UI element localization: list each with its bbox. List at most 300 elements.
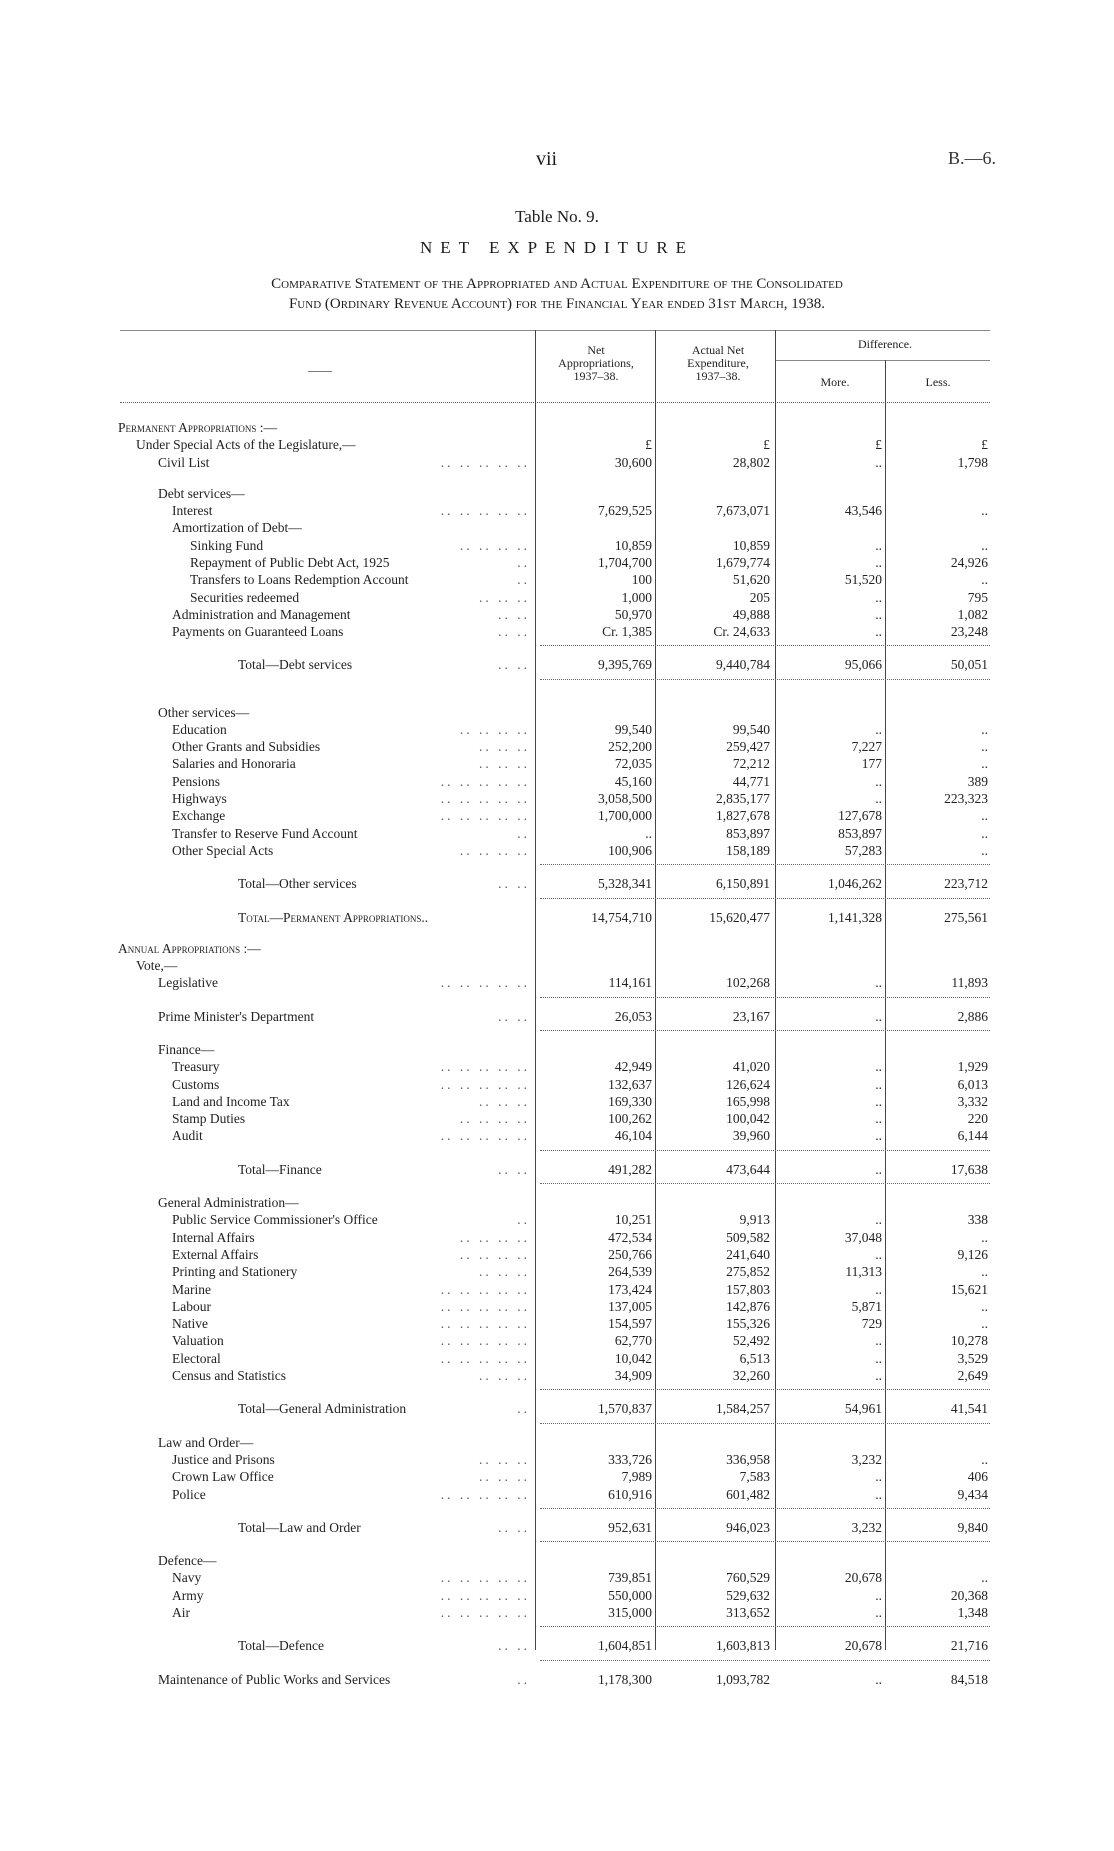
row-label: Payments on Guaranteed Loans [172,624,344,640]
row-label: Army [172,1587,204,1603]
row-leader-dots: .. .. .. .. .. [440,1333,530,1349]
row-label: Air [172,1605,190,1621]
row-leader-dots: .. .. .. .. [459,1229,530,1245]
cell-more: 3,232 [851,1519,882,1535]
cell-net: 99,540 [614,721,652,737]
cell-net: 252,200 [608,739,652,755]
header-net-line-2: Appropriations, [558,356,634,370]
cell-more: .. [875,1486,882,1502]
row-leader-dots: .. .. .. .. [459,1246,530,1262]
header-top-rule [120,330,990,331]
header-net-appropriations [536,344,656,383]
cell-actual: 509,582 [726,1229,770,1245]
row-label: Land and Income Tax [172,1093,290,1109]
cell-net: 114,161 [608,975,652,991]
cell-net: 30,600 [614,454,652,470]
cell-less: 21,716 [950,1638,988,1654]
cell-more: 51,520 [844,572,882,588]
cell-actual: 259,427 [726,739,770,755]
row-label: Labour [172,1298,211,1314]
cell-net: 550,000 [608,1587,652,1603]
row-label: Exchange [172,808,226,824]
cell-net: 7,989 [621,1469,652,1485]
row-leader-dots: .. .. .. [479,1469,530,1485]
row-leader-dots: .. .. .. .. .. [440,1587,530,1603]
page-number: vii [536,148,558,170]
cell-net: 472,534 [608,1229,652,1245]
cell-less: 2,886 [957,1008,988,1024]
cell-net: 26,053 [614,1008,652,1024]
row-leader-dots: .. .. .. [479,739,530,755]
cell-net: 137,005 [608,1298,652,1314]
header-actual-line-2: Expenditure, [687,356,749,370]
cell-more: .. [875,1350,882,1366]
cell-less: .. [981,842,988,858]
cell-actual: 760,529 [726,1570,770,1586]
cell-less: 10,278 [950,1333,988,1349]
row-label: Total—Permanent Appropriations.. [238,909,429,925]
cell-more: .. [875,1281,882,1297]
cell-net: 1,178,300 [598,1671,652,1687]
cell-actual: 9,440,784 [716,657,770,673]
row-leader-dots: .. .. .. .. .. [440,808,530,824]
row-leader-dots: .. .. .. .. .. [440,1076,530,1092]
cell-more: .. [875,1671,882,1687]
cell-net: 14,754,710 [591,909,652,925]
row-leader-dots: .. .. .. .. .. [440,1298,530,1314]
row-label: Printing and Stationery [172,1264,298,1280]
cell-net: 610,916 [608,1486,652,1502]
header-actual-line-1: Actual Net [691,343,745,357]
row-label: Pensions [172,773,221,789]
cell-more: .. [875,1605,882,1621]
header-actual-expenditure [658,344,778,383]
column-rule-1 [535,330,536,1650]
row-label: Justice and Prisons [172,1451,275,1467]
cell-net: 154,597 [608,1316,652,1332]
cell-less: .. [981,756,988,772]
row-leader-dots: .. .. .. .. .. [440,1281,530,1297]
cell-actual: Cr. 24,633 [713,624,770,640]
cell-less: 1,929 [957,1059,988,1075]
cell-actual: 10,859 [732,537,770,553]
row-label: Finance— [158,1041,215,1057]
cell-less: 1,082 [957,606,988,622]
cell-actual: 313,652 [726,1605,770,1621]
cell-actual: 126,624 [726,1076,770,1092]
cell-net: 1,704,700 [598,554,652,570]
cell-actual: 32,260 [732,1368,770,1384]
cell-net: 1,000 [621,589,652,605]
row-leader-dots: .. .. .. .. .. [440,1605,530,1621]
cell-less: .. [981,721,988,737]
cell-less: 9,840 [957,1519,988,1535]
row-label: Crown Law Office [172,1469,274,1485]
cell-actual: 51,620 [732,572,770,588]
row-label: Highways [172,791,227,807]
cell-actual: 336,958 [726,1451,770,1467]
row-leader-dots: .. .. [498,1638,530,1654]
header-blank: —— [308,363,332,377]
row-label: Salaries and Honoraria [172,756,296,772]
row-label: General Administration— [158,1195,299,1211]
cell-less: 1,348 [957,1605,988,1621]
cell-net: 173,424 [608,1281,652,1297]
row-leader-dots: .. .. .. .. .. [440,1316,530,1332]
cell-more: .. [875,1111,882,1127]
cell-more: .. [875,606,882,622]
cell-actual: 99,540 [732,721,770,737]
row-label: Other Special Acts [172,842,274,858]
cell-less: .. [981,808,988,824]
row-label: Marine [172,1281,211,1297]
cell-actual: 158,189 [726,842,770,858]
row-label: Public Service Commissioner's Office [172,1212,378,1228]
row-rule [540,1660,990,1661]
cell-more: £ [875,437,882,453]
row-label: Total—General Administration [238,1401,407,1417]
row-leader-dots: .. .. .. .. .. [440,454,530,470]
cell-actual: 39,960 [732,1128,770,1144]
cell-actual: 52,492 [732,1333,770,1349]
table-number: Table No. 9. [515,207,599,226]
cell-net: 10,859 [614,537,652,553]
column-rule-2 [655,330,656,1650]
cell-actual: 946,023 [726,1519,770,1535]
cell-actual: 7,673,071 [716,503,770,519]
row-label: Treasury [172,1059,220,1075]
row-label: Total—Defence [238,1638,325,1654]
cell-net: 1,570,837 [598,1401,652,1417]
row-leader-dots: .. .. .. [479,1368,530,1384]
cell-less: 6,013 [957,1076,988,1092]
row-leader-dots: .. .. [498,657,530,673]
cell-more: .. [875,1076,882,1092]
row-label: Vote,— [136,958,178,974]
cell-less: 17,638 [950,1161,988,1177]
header-bottom-rule [120,402,990,403]
header-more: More. [820,375,850,389]
cell-actual: 6,513 [739,1350,770,1366]
row-leader-dots: .. .. .. .. .. [440,791,530,807]
row-label: Total—Debt services [238,657,353,673]
cell-net: 315,000 [608,1605,652,1621]
column-rule-4 [885,360,886,1650]
cell-more: .. [875,773,882,789]
cell-less: 2,649 [957,1368,988,1384]
cell-less: 11,893 [951,975,988,991]
header-net-line-1: Net [587,343,605,357]
row-leader-dots: .. .. .. .. .. [440,773,530,789]
cell-more: .. [875,454,882,470]
row-leader-dots: .. .. .. [479,756,530,772]
row-leader-dots: .. .. .. .. .. [440,1570,530,1586]
cell-actual: 23,167 [732,1008,770,1024]
cell-more: .. [875,624,882,640]
row-rule [540,1423,990,1424]
cell-actual: 15,620,477 [709,909,770,925]
row-leader-dots: .. .. .. .. .. [440,1059,530,1075]
cell-more: .. [875,1587,882,1603]
row-label: Electoral [172,1350,221,1366]
cell-less: 3,332 [957,1093,988,1109]
row-rule [540,1150,990,1151]
cell-actual: 102,268 [726,975,770,991]
cell-less: .. [981,1570,988,1586]
row-rule [540,679,990,680]
row-leader-dots: .. .. [498,1008,530,1024]
table-subtitle-line-1: Comparative Statement of the Appropriated and Actual Expenditure of the Consolidated [271,276,843,292]
cell-actual: 1,093,782 [716,1671,770,1687]
header-actual-line-3: 1937–38. [695,369,741,383]
cell-actual: 100,042 [726,1111,770,1127]
cell-more: 20,678 [844,1570,882,1586]
row-rule [540,1389,990,1390]
row-label: Customs [172,1076,220,1092]
row-label: Law and Order— [158,1434,254,1450]
row-leader-dots: .. .. .. .. [459,537,530,553]
cell-less: 24,926 [950,554,988,570]
cell-actual: 853,897 [726,825,770,841]
cell-more: 20,678 [844,1638,882,1654]
cell-less: 3,529 [957,1350,988,1366]
header-difference-rule [775,360,990,361]
cell-actual: 473,644 [726,1161,770,1177]
cell-less: .. [981,572,988,588]
cell-actual: 6,150,891 [716,876,770,892]
document-reference: B.—6. [947,148,996,168]
row-label: Defence— [158,1553,217,1569]
row-leader-dots: .. [517,554,530,570]
cell-more: 11,313 [845,1264,882,1280]
cell-less: 223,323 [944,791,988,807]
cell-more: .. [875,1128,882,1144]
row-rule [540,997,990,998]
row-label: Permanent Appropriations :— [118,420,278,435]
cell-less: 9,126 [957,1246,988,1262]
row-rule [540,645,990,646]
row-label: Police [172,1486,206,1502]
row-label: Administration and Management [172,606,351,622]
row-label: Transfer to Reserve Fund Account [172,825,358,841]
row-label: Valuation [172,1333,224,1349]
row-leader-dots: .. .. .. .. [459,1111,530,1127]
cell-net: .. [645,825,652,841]
cell-actual: 142,876 [726,1298,770,1314]
cell-more: 54,961 [844,1401,882,1417]
row-rule [540,1183,990,1184]
row-label: Securities redeemed [190,589,300,605]
header-net-line-3: 1937–38. [573,369,619,383]
cell-more: 177 [861,756,882,772]
cell-actual: £ [763,437,770,453]
table-subtitle-line-2: Fund (Ordinary Revenue Account) for the Financial Year ended 31st March, 1938. [288,296,826,312]
cell-actual: 157,803 [726,1281,770,1297]
cell-net: 952,631 [608,1519,652,1535]
row-leader-dots: .. .. .. [479,1264,530,1280]
row-label: Education [172,721,227,737]
row-leader-dots: .. [517,825,530,841]
row-leader-dots: .. .. [498,876,530,892]
cell-net: 3,058,500 [598,791,652,807]
cell-net: 132,637 [608,1076,652,1092]
row-leader-dots: .. .. .. [479,1451,530,1467]
row-leader-dots: .. [517,1212,530,1228]
cell-less: .. [981,1316,988,1332]
row-label: Other Grants and Subsidies [172,739,321,755]
cell-less: 84,518 [950,1671,988,1687]
cell-more: 7,227 [851,739,882,755]
cell-net: 34,909 [614,1368,652,1384]
row-label: Total—Finance [238,1161,322,1177]
cell-actual: 1,603,813 [716,1638,770,1654]
row-label: Civil List [158,454,210,470]
cell-less: 6,144 [957,1128,988,1144]
cell-more: 127,678 [838,808,882,824]
cell-net: 7,629,525 [598,503,652,519]
cell-net: 42,949 [614,1059,652,1075]
row-leader-dots: .. [517,572,530,588]
row-leader-dots: .. .. .. .. [459,842,530,858]
row-label: Navy [172,1570,202,1586]
cell-less: 275,561 [944,909,988,925]
cell-less: .. [981,1298,988,1314]
cell-more: .. [875,1246,882,1262]
cell-net: 250,766 [608,1246,652,1262]
row-leader-dots: .. .. .. .. .. [440,503,530,519]
cell-more: .. [875,1008,882,1024]
row-label: Total—Law and Order [238,1519,361,1535]
cell-actual: 9,913 [739,1212,770,1228]
row-leader-dots: .. .. .. .. .. [440,975,530,991]
row-rule [540,864,990,865]
cell-less: .. [981,1229,988,1245]
cell-less: .. [981,1451,988,1467]
row-leader-dots: .. .. .. [479,1093,530,1109]
cell-less: 223,712 [944,876,988,892]
cell-more: 729 [861,1316,882,1332]
row-label: Amortization of Debt— [172,520,302,536]
row-leader-dots: .. [517,1401,530,1417]
cell-more: .. [875,975,882,991]
cell-less: 20,368 [950,1587,988,1603]
row-leader-dots: .. .. .. .. .. [440,1486,530,1502]
row-label: Annual Appropriations :— [118,940,261,956]
cell-net: 9,395,769 [598,657,652,673]
row-leader-dots: .. .. .. [479,589,530,605]
cell-more: .. [875,1469,882,1485]
cell-more: .. [875,1333,882,1349]
cell-actual: 1,584,257 [716,1401,770,1417]
row-leader-dots: .. .. .. .. [459,721,530,737]
cell-less: 338 [967,1212,988,1228]
cell-less: 389 [967,773,988,789]
row-leader-dots: .. .. [498,606,530,622]
cell-actual: 49,888 [732,606,770,622]
cell-actual: 1,827,678 [716,808,770,824]
cell-less: .. [981,503,988,519]
cell-actual: 44,771 [732,773,770,789]
cell-net: 50,970 [614,606,652,622]
row-rule [540,1030,990,1031]
cell-more: .. [875,537,882,553]
cell-net: 100,906 [608,842,652,858]
cell-net: Cr. 1,385 [602,624,652,640]
cell-less: .. [981,825,988,841]
cell-more: 57,283 [844,842,882,858]
cell-net: 264,539 [608,1264,652,1280]
cell-more: .. [875,1093,882,1109]
cell-net: 10,042 [614,1350,652,1366]
cell-more: .. [875,1212,882,1228]
row-label: Debt services— [158,485,245,501]
row-label: Total—Other services [238,876,357,892]
cell-more: 853,897 [838,825,882,841]
cell-more: 1,046,262 [828,876,882,892]
cell-less: 9,434 [957,1486,988,1502]
cell-actual: 165,998 [726,1093,770,1109]
row-leader-dots: .. .. .. .. .. [440,1128,530,1144]
cell-actual: 41,020 [732,1059,770,1075]
cell-actual: 275,852 [726,1264,770,1280]
cell-net: 72,035 [614,756,652,772]
cell-actual: 205 [749,589,770,605]
column-rule-3 [775,330,776,1650]
cell-actual: 28,802 [732,454,770,470]
cell-less: 220 [967,1111,988,1127]
row-label: Other services— [158,704,250,720]
row-label: Legislative [158,975,218,991]
cell-more: .. [875,1059,882,1075]
row-leader-dots: .. [517,1671,530,1687]
cell-actual: 155,326 [726,1316,770,1332]
row-label: Internal Affairs [172,1229,255,1245]
cell-less: .. [981,739,988,755]
cell-more: .. [875,721,882,737]
cell-actual: 529,632 [726,1587,770,1603]
row-label: Maintenance of Public Works and Services [158,1671,391,1687]
cell-actual: 7,583 [739,1469,770,1485]
cell-net: 10,251 [614,1212,652,1228]
cell-net: 45,160 [614,773,652,789]
cell-more: .. [875,554,882,570]
cell-actual: 2,835,177 [716,791,770,807]
row-rule [540,1508,990,1509]
cell-less: £ [981,437,988,453]
row-label: Transfers to Loans Redemption Account [190,572,409,588]
cell-net: 1,604,851 [598,1638,652,1654]
cell-less: 41,541 [950,1401,988,1417]
row-label: Interest [172,503,213,519]
cell-less: 50,051 [950,657,988,673]
cell-less: 406 [967,1469,988,1485]
cell-net: £ [645,437,652,453]
cell-more: 3,232 [851,1451,882,1467]
cell-less: 1,798 [957,454,988,470]
row-label: Repayment of Public Debt Act, 1925 [190,554,390,570]
cell-more: 1,141,328 [828,909,882,925]
cell-net: 333,726 [608,1451,652,1467]
row-leader-dots: .. .. .. .. .. [440,1350,530,1366]
cell-actual: 1,679,774 [716,554,770,570]
row-label: Prime Minister's Department [158,1008,315,1024]
row-label: External Affairs [172,1246,259,1262]
row-rule [540,1541,990,1542]
cell-net: 5,328,341 [598,876,652,892]
cell-net: 1,700,000 [598,808,652,824]
cell-net: 739,851 [608,1570,652,1586]
row-label: Stamp Duties [172,1111,246,1127]
